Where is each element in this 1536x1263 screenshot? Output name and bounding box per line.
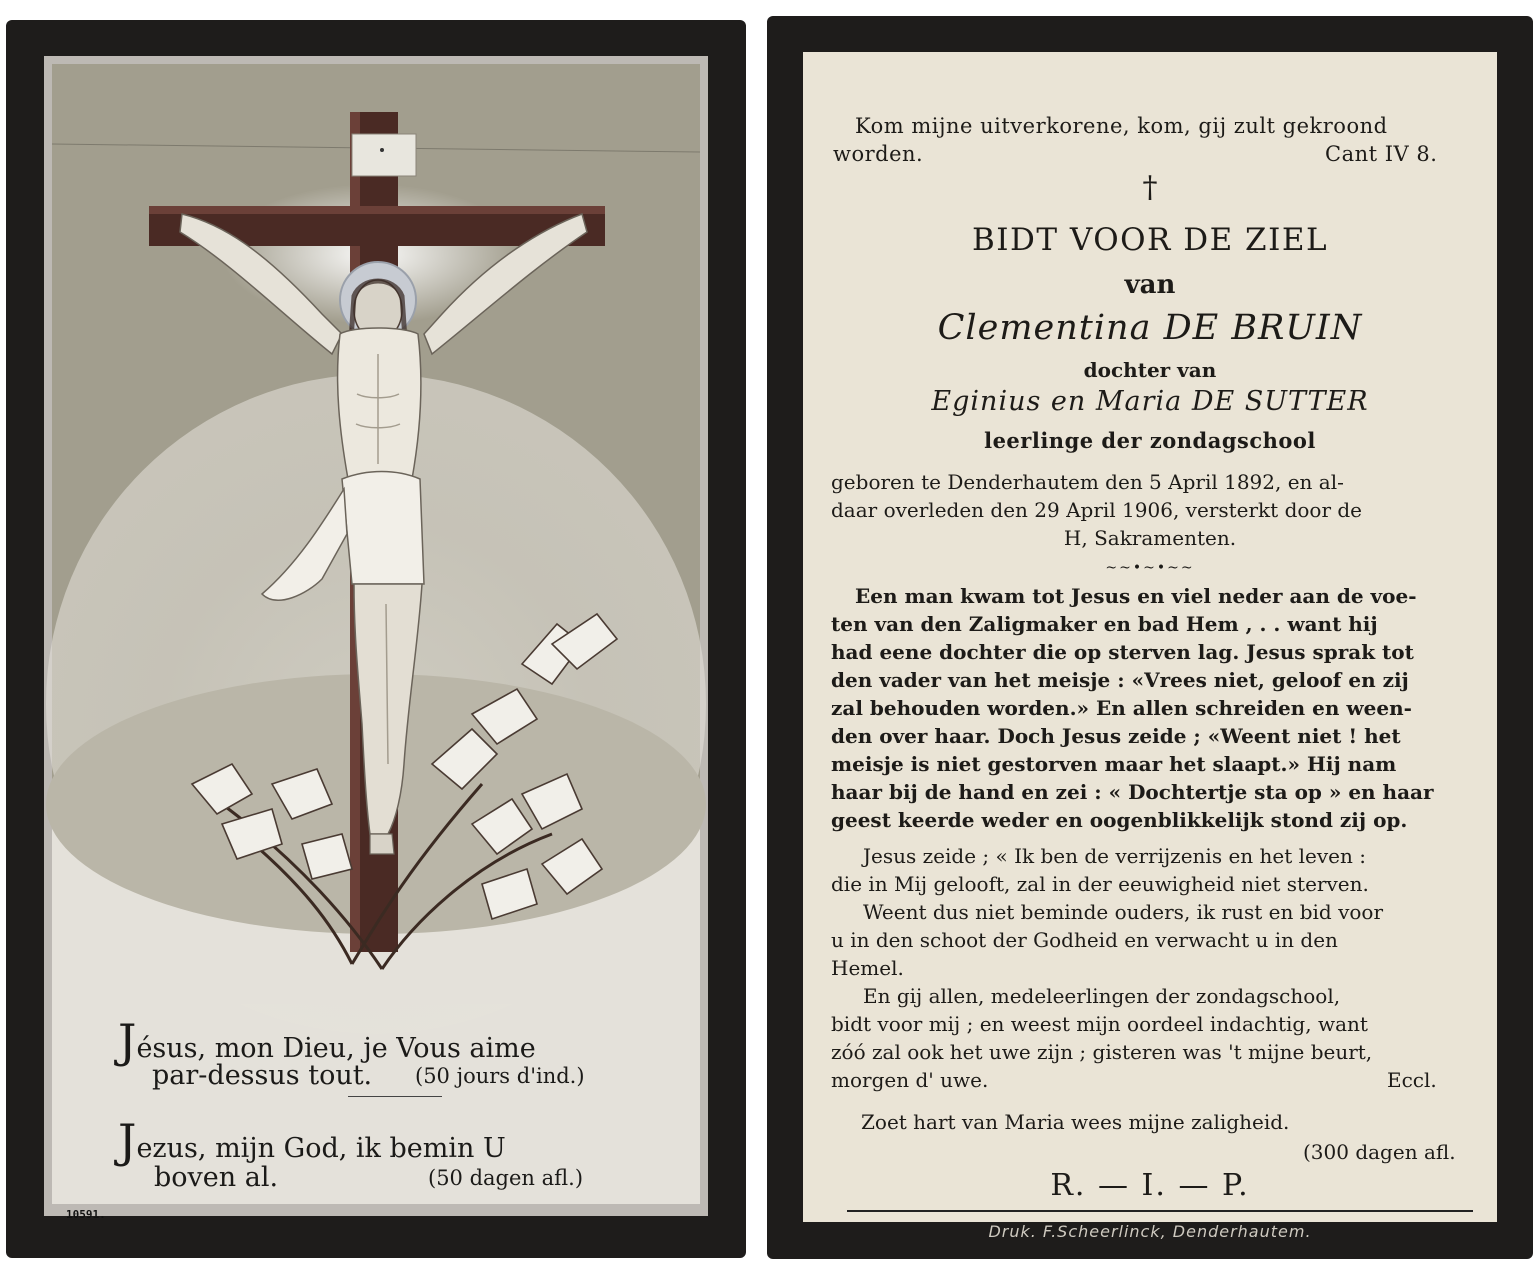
passage-line: haar bij de hand en zei : « Dochtertje sta op » en haar bbox=[831, 780, 1434, 804]
quote-line: die in Mij gelooft, zal in der eeuwigheid niet sterven. bbox=[831, 872, 1369, 896]
prayer-heading: BIDT VOOR DE ZIEL bbox=[971, 222, 1329, 258]
prayer-line-1: ezus, mijn God, ik bemin U bbox=[136, 1133, 506, 1164]
cross-icon: † bbox=[1142, 170, 1158, 205]
crucifix-illustration bbox=[52, 64, 700, 1004]
drop-cap: J bbox=[118, 1014, 137, 1068]
prayer-line-2: par-dessus tout. bbox=[152, 1060, 373, 1091]
memorial-card-back bbox=[767, 16, 1533, 1259]
quote-line: zóó zal ook het uwe zijn ; gisteren was 't mijne beurt, bbox=[831, 1040, 1373, 1064]
drop-cap: J bbox=[118, 1114, 137, 1168]
passage-line: geest keerde weder en oogenblikkelijk stond zij op. bbox=[831, 808, 1408, 832]
rip-line: R. — I. — P. bbox=[1050, 1168, 1250, 1203]
back-panel bbox=[803, 52, 1497, 1222]
quote-line: Hemel. bbox=[831, 956, 904, 980]
passage-line: zal behouden worden.» En allen schreiden en ween- bbox=[831, 696, 1412, 720]
bio-line: daar overleden den 29 April 1906, versterkt door de bbox=[831, 498, 1363, 522]
daughter-of-label: dochter van bbox=[1083, 358, 1217, 382]
deceased-name: Clementina DE BRUIN bbox=[937, 308, 1363, 348]
passage-line: Een man kwam tot Jesus en viel neder aan de voe- bbox=[855, 584, 1417, 608]
plate-number: 10591. bbox=[66, 1208, 106, 1221]
quote-line: morgen d' uwe. bbox=[831, 1068, 989, 1092]
passage-line: ten van den Zaligmaker en bad Hem , . . want hij bbox=[831, 612, 1378, 636]
titulus-plaque bbox=[352, 134, 416, 176]
verse-line-2: worden. bbox=[833, 142, 924, 166]
passage-line: had eene dochter die op sterven lag. Jesus sprak tot bbox=[831, 640, 1414, 664]
van-label: van bbox=[1124, 270, 1176, 300]
bio-line: H, Sakramenten. bbox=[1063, 526, 1237, 550]
prayer-line-1: ésus, mon Dieu, je Vous aime bbox=[136, 1033, 536, 1064]
front-panel bbox=[52, 64, 700, 1221]
quote-line: Weent dus niet beminde ouders, ik rust en bid voor bbox=[863, 900, 1384, 924]
school-line: leerlinge der zondagschool bbox=[984, 428, 1316, 453]
quote-line: Jesus zeide ; « Ik ben de verrijzenis en het leven : bbox=[863, 844, 1366, 868]
passage-line: meisje is niet gestorven maar het slaapt.» Hij nam bbox=[831, 752, 1397, 776]
quote-line: En gij allen, medeleerlingen der zondagschool, bbox=[863, 984, 1341, 1008]
verse-line-1: Kom mijne uitverkorene, kom, gij zult gekroond bbox=[855, 114, 1388, 138]
closing-prayer: Zoet hart van Maria wees mijne zaligheid. bbox=[861, 1110, 1290, 1134]
indulgence-note: (50 dagen afl.) bbox=[428, 1166, 584, 1190]
quote-line: bidt voor mij ; en weest mijn oordeel indachtig, want bbox=[831, 1012, 1368, 1036]
verse-reference: Cant IV 8. bbox=[1325, 142, 1438, 166]
prayer-divider bbox=[348, 1096, 442, 1097]
quote-source: Eccl. bbox=[1387, 1068, 1437, 1092]
printer-imprint: Druk. F.Scheerlinck, Denderhautem. bbox=[988, 1222, 1312, 1241]
memorial-card-front bbox=[6, 20, 746, 1258]
indulgence-note: (50 jours d'ind.) bbox=[415, 1064, 585, 1088]
parents-names: Eginius en Maria DE SUTTER bbox=[931, 386, 1369, 417]
closing-indulgence: (300 dagen afl. bbox=[1303, 1140, 1456, 1164]
front-frame bbox=[44, 56, 708, 1221]
passage-line: den over haar. Doch Jesus zeide ; «Weent niet ! het bbox=[831, 724, 1401, 748]
prayer-line-2: boven al. bbox=[154, 1162, 279, 1193]
bio-line: geboren te Denderhautem den 5 April 1892, en al- bbox=[831, 470, 1344, 494]
ornament-divider: ~~•~•~~ bbox=[1105, 560, 1195, 576]
quote-line: u in den schoot der Godheid en verwacht u in den bbox=[831, 928, 1338, 952]
footer-rule bbox=[847, 1210, 1473, 1212]
passage-line: den vader van het meisje : «Vrees niet, geloof en zij bbox=[831, 668, 1409, 692]
